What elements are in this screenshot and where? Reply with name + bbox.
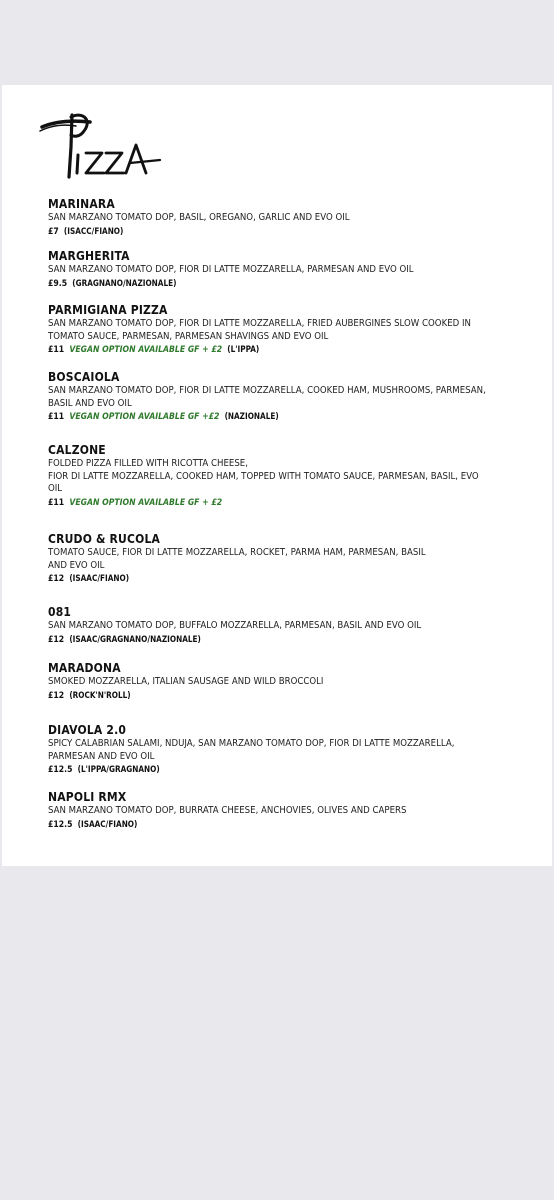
item-description: SPICY CALABRIAN SALAMI, NDUJA, SAN MARZANO TOMATO DOP, FIOR DI LATTE MOZZARELLA, PARMESAN AND EVO OIL	[48, 738, 455, 762]
item-description: SAN MARZANO TOMATO DOP, BURRATA CHEESE, ANCHOVIES, OLIVES AND CAPERS	[48, 805, 407, 816]
menu-item	[48, 443, 498, 509]
item-description: SAN MARZANO TOMATO DOP, FIOR DI LATTE MOZZARELLA, PARMESAN AND EVO OIL	[48, 264, 414, 275]
vegan-option-note: VEGAN OPTION AVAILABLE GF +£2	[69, 412, 220, 423]
item-supplier: (ISAAC/FIANO)	[69, 574, 130, 585]
item-description: SAN MARZANO TOMATO DOP, BASIL, OREGANO, GARLIC AND EVO OIL	[48, 212, 350, 223]
pizza-logo	[38, 107, 162, 179]
item-name: MARINARA	[48, 197, 115, 211]
item-supplier: (ISACC/FIANO)	[63, 226, 124, 237]
menu-item	[48, 532, 498, 585]
item-meta	[48, 819, 435, 831]
item-price: £7	[48, 226, 59, 237]
item-supplier: (ISAAC/FIANO)	[77, 819, 138, 830]
item-price: £12	[48, 574, 65, 585]
menu-item	[48, 661, 498, 702]
item-supplier: (L'IPPA)	[227, 345, 260, 356]
item-meta	[48, 497, 435, 509]
item-name: PARMIGIANA PIZZA	[48, 303, 168, 317]
item-meta	[48, 690, 435, 702]
item-supplier: (L'IPPA/GRAGNANO)	[77, 765, 160, 776]
item-meta	[48, 764, 435, 776]
item-price: £9.5	[48, 278, 68, 289]
item-description: TOMATO SAUCE, FIOR DI LATTE MOZZARELLA, ROCKET, PARMA HAM, PARMESAN, BASIL AND EVO OIL	[48, 547, 426, 571]
item-name: DIAVOLA 2.0	[48, 723, 127, 737]
item-description: SAN MARZANO TOMATO DOP, FIOR DI LATTE MOZZARELLA, COOKED HAM, MUSHROOMS, PARMESAN, BASIL AND EVO OIL	[48, 385, 486, 409]
item-description: SMOKED MOZZARELLA, ITALIAN SAUSAGE AND WILD BROCCOLI	[48, 676, 324, 687]
item-supplier: (ROCK'N'ROLL)	[69, 690, 131, 701]
menu-item	[48, 790, 498, 831]
item-name: MARGHERITA	[48, 249, 130, 263]
item-price: £12.5	[48, 819, 73, 830]
item-name: NAPOLI RMX	[48, 790, 127, 804]
item-description: SAN MARZANO TOMATO DOP, BUFFALO MOZZARELLA, PARMESAN, BASIL AND EVO OIL	[48, 620, 422, 631]
vegan-option-note: VEGAN OPTION AVAILABLE GF + £2	[69, 497, 223, 508]
item-supplier: (NAZIONALE)	[224, 412, 279, 423]
menu-item	[48, 605, 498, 646]
item-supplier: (ISAAC/GRAGNANO/NAZIONALE)	[69, 634, 201, 645]
menu-item	[48, 370, 498, 423]
item-name: BOSCAIOLA	[48, 370, 120, 384]
item-supplier: (GRAGNANO/NAZIONALE)	[72, 278, 177, 289]
item-meta	[48, 344, 435, 356]
item-meta	[48, 573, 435, 585]
item-description: FOLDED PIZZA FILLED WITH RICOTTA CHEESE, FIOR DI LATTE MOZZARELLA, COOKED HAM, TOPPED WITH TOMATO SAUCE, PARMESAN, BASIL, EVO OIL	[48, 458, 479, 495]
item-price: £11	[48, 412, 65, 423]
item-meta	[48, 226, 435, 238]
item-meta	[48, 278, 435, 290]
item-price: £12	[48, 690, 65, 701]
item-price: £12.5	[48, 765, 73, 776]
item-description: SAN MARZANO TOMATO DOP, FIOR DI LATTE MOZZARELLA, FRIED AUBERGINES SLOW COOKED IN TOMATO SAUCE, PARMESAN, PARMESAN SHAVINGS AND EVO OIL	[48, 318, 471, 342]
menu-item	[48, 197, 498, 238]
menu-item	[48, 249, 498, 290]
item-name: CRUDO & RUCOLA	[48, 532, 161, 546]
item-meta	[48, 634, 435, 646]
menu-item	[48, 723, 498, 776]
item-name: CALZONE	[48, 443, 106, 457]
item-name: 081	[48, 605, 72, 619]
menu-card	[2, 85, 552, 866]
item-price: £11	[48, 345, 65, 356]
vegan-option-note: VEGAN OPTION AVAILABLE GF + £2	[69, 345, 223, 356]
menu-item	[48, 303, 498, 356]
item-price: £11	[48, 497, 65, 508]
item-price: £12	[48, 634, 65, 645]
item-meta	[48, 411, 435, 423]
item-name: MARADONA	[48, 661, 121, 675]
